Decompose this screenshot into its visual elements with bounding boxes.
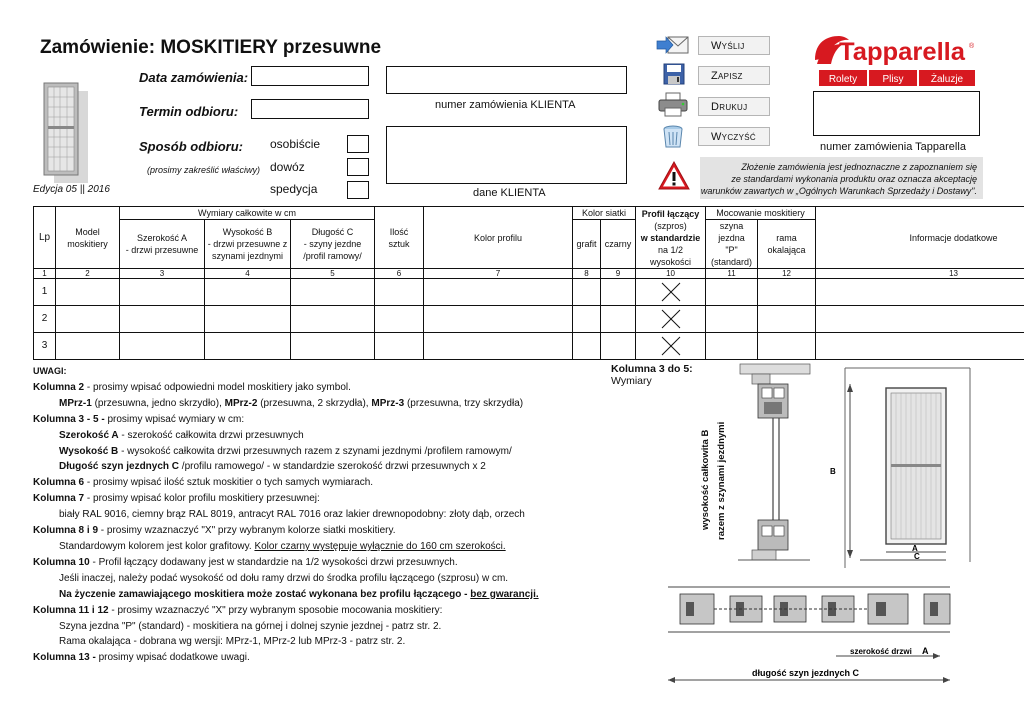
row-number: 3: [34, 333, 56, 360]
cell-model[interactable]: [56, 306, 120, 333]
column-number: 13: [816, 269, 1024, 279]
print-button[interactable]: Drukuj: [698, 97, 770, 116]
cell-info[interactable]: [816, 333, 1024, 360]
header-connector: Profil łączący (szpros) w standardzie na 1/2 wysokości: [636, 207, 706, 269]
row-number: 2: [34, 306, 56, 333]
cell-connector[interactable]: [636, 333, 706, 360]
header-height: Wysokość B - drzwi przesuwne z szynami jezdnymi: [205, 220, 291, 269]
pickup-hint: (prosimy zakreślić właściwy): [147, 165, 261, 175]
terms-notice: [700, 157, 983, 199]
pickup-method-label: Sposób odbioru:: [139, 139, 243, 154]
logo-brand-text: Tapparella: [839, 38, 967, 66]
option-shipping-label: spedycja: [270, 182, 318, 196]
mail-icon[interactable]: [656, 33, 690, 59]
header-length: Długość C - szyny jezdne /profil ramowy/: [291, 220, 375, 269]
note-line: Rama okalająca - dobrana wg wersji: MPrz-1, MPrz-2 lub MPrz-3 - patrz str. 2.: [59, 636, 406, 648]
x-mark-icon: [656, 308, 686, 330]
header-width: Szerokość A - drzwi przesuwne: [120, 220, 205, 269]
table-row: [34, 333, 1024, 360]
pickup-term-label: Termin odbioru:: [139, 104, 239, 119]
tapparella-order-number-field[interactable]: [813, 91, 980, 136]
cell-mount-rail[interactable]: [706, 333, 758, 360]
note-line: Kolumna 2 - prosimy wpisać odpowiedni model moskitiery jako symbol.: [33, 381, 351, 393]
cell-mesh-black[interactable]: [601, 306, 636, 333]
cell-width[interactable]: [120, 279, 205, 306]
cell-width[interactable]: [120, 306, 205, 333]
header-model: Model moskitiery: [56, 207, 120, 269]
option-delivery-label: dowóz: [270, 160, 305, 174]
cell-height[interactable]: [205, 279, 291, 306]
option-personal-label: osobiście: [270, 137, 321, 151]
client-data-field[interactable]: [386, 126, 627, 184]
terms-notice-line: warunków zawartych w „Ogólnych Warunkach Sprzedaży i Dostawy".: [700, 186, 977, 196]
column-number: 10: [636, 269, 706, 279]
printer-icon[interactable]: [656, 91, 690, 117]
bottom-rail-profile: [752, 520, 788, 560]
pickup-term-field[interactable]: [251, 99, 369, 119]
column-number: 7: [424, 269, 573, 279]
edition-label: Edycja 05 || 2016: [33, 184, 110, 195]
page-title: Zamówienie: MOSKITIERY przesuwne: [40, 37, 382, 58]
cell-profile-color[interactable]: [424, 279, 573, 306]
figure-title: Kolumna 3 do 5: Wymiary: [611, 363, 693, 387]
cell-info[interactable]: [816, 279, 1024, 306]
trash-icon[interactable]: [656, 124, 690, 150]
cell-mount-frame[interactable]: [758, 333, 816, 360]
note-line: MPrz-1 (przesuwna, jedno skrzydło), MPrz-2 (przesuwna, 2 skrzydła), MPrz-3 (przesuwna, trzy skrzydła): [59, 397, 524, 409]
rail-length-label: długość szyn jezdnych C: [752, 668, 860, 678]
client-data-caption: dane KLIENTA: [473, 187, 546, 199]
cell-profile-color[interactable]: [424, 333, 573, 360]
client-order-number-caption: numer zamówienia KLIENTA: [435, 99, 576, 111]
cell-mount-frame[interactable]: [758, 306, 816, 333]
label-b: B: [830, 467, 836, 476]
note-line: Szerokość A - szerokość całkowita drzwi przesuwnych: [59, 429, 304, 441]
width-label: szerokość drzwi: [850, 647, 912, 656]
column-number-row: [34, 269, 1024, 279]
header-mesh-black: czarny: [601, 220, 636, 269]
height-label-1: wysokość całkowita B: [700, 429, 711, 530]
clear-button[interactable]: Wyczyść: [698, 127, 770, 146]
note-line: Standardowym kolorem jest kolor grafitowy. Kolor czarny występuje wyłącznie do 160 cm szerokości.: [59, 540, 506, 552]
logo-tag-rolety: Rolety: [828, 74, 858, 85]
height-label-2: razem z szynami jezdnymi: [716, 421, 727, 540]
label-a: A: [912, 544, 918, 553]
cell-mesh-graphite[interactable]: [573, 333, 601, 360]
cell-mount-rail[interactable]: [706, 306, 758, 333]
terms-notice-line: Złożenie zamówienia jest jednoznaczne z zapoznaniem się: [741, 162, 977, 172]
cell-mesh-black[interactable]: [601, 279, 636, 306]
cell-connector[interactable]: [636, 279, 706, 306]
note-line: Kolumna 13 - prosimy wpisać dodatkowe uwagi.: [33, 652, 250, 664]
column-number: 1: [34, 269, 56, 279]
cell-width[interactable]: [120, 333, 205, 360]
option-shipping-checkbox[interactable]: [347, 181, 369, 199]
header-quantity: Ilość sztuk: [375, 207, 424, 269]
tapparella-order-number-caption: numer zamówienia Tapparella: [820, 141, 966, 153]
send-button[interactable]: Wyślij: [698, 36, 770, 55]
logo-tag-zaluzje: Żaluzje: [930, 74, 964, 85]
column-number: 5: [291, 269, 375, 279]
x-mark-icon: [656, 335, 686, 357]
dimension-diagram: [640, 362, 1024, 725]
cell-mesh-black[interactable]: [601, 333, 636, 360]
cell-connector[interactable]: [636, 306, 706, 333]
order-date-label: Data zamówienia:: [139, 70, 249, 85]
x-mark-icon: [656, 281, 686, 303]
cell-model[interactable]: [56, 279, 120, 306]
header-info: Informacje dodatkowe: [816, 207, 1024, 269]
column-number: 3: [120, 269, 205, 279]
logo-tag-plisy: Plisy: [882, 74, 904, 85]
note-line: biały RAL 9016, ciemny brąz RAL 8019, antracyt RAL 7016 oraz lakier drewnopodobny: złoty dąb, orzech: [59, 509, 525, 521]
cell-length[interactable]: [291, 306, 375, 333]
cell-length[interactable]: [291, 333, 375, 360]
tapparella-logo: [813, 30, 979, 88]
cell-mesh-graphite[interactable]: [573, 306, 601, 333]
cell-model[interactable]: [56, 333, 120, 360]
note-line: Kolumna 11 i 12 - prosimy wzaznaczyć "X" przy wybranym sposobie mocowania moskitiery:: [33, 604, 443, 616]
notes-section: [33, 364, 593, 666]
column-number: 12: [758, 269, 816, 279]
column-number: 9: [601, 269, 636, 279]
table-row: [34, 306, 1024, 333]
note-line: Długość szyn jezdnych C /profilu ramowego/ - w standardzie szerokość drzwi przesuwnych x 2: [59, 461, 486, 473]
cell-mount-frame[interactable]: [758, 279, 816, 306]
header-mount-rail: szyna jezdna "P" (standard): [706, 220, 758, 269]
column-number: 11: [706, 269, 758, 279]
option-delivery-checkbox[interactable]: [347, 158, 369, 176]
width-label-a: A: [922, 646, 929, 656]
cell-mesh-graphite[interactable]: [573, 279, 601, 306]
cell-info[interactable]: [816, 306, 1024, 333]
notes-heading: UWAGI:: [33, 366, 67, 376]
order-table: [33, 206, 1024, 360]
header-mesh-color: Kolor siatki: [573, 207, 636, 220]
cell-quantity[interactable]: [375, 333, 424, 360]
note-line: Szyna jezdna "P" (standard) - moskitiera na górnej i dolnej szynie jezdnej - patrz str. 2.: [59, 620, 442, 632]
header-mounting: Mocowanie moskitiery: [706, 207, 816, 220]
cell-mount-rail[interactable]: [706, 279, 758, 306]
option-personal-checkbox[interactable]: [347, 135, 369, 153]
note-line: Kolumna 10 - Profil łączący dodawany jest w standardzie na 1/2 wysokości drzwi przesuwnych.: [33, 556, 458, 568]
column-number: 4: [205, 269, 291, 279]
cell-quantity[interactable]: [375, 279, 424, 306]
note-line: Kolumna 8 i 9 - prosimy wzaznaczyć "X" przy wybranym kolorze siatki moskitiery.: [33, 525, 396, 537]
save-icon[interactable]: [656, 61, 690, 87]
note-line: Kolumna 6 - prosimy wpisać ilość sztuk moskitier o tych samych wymiarach.: [33, 477, 374, 489]
header-mesh-graphite: grafit: [573, 220, 601, 269]
client-order-number-field[interactable]: [386, 66, 627, 94]
cell-height[interactable]: [205, 333, 291, 360]
cell-length[interactable]: [291, 279, 375, 306]
window-illustration: [40, 77, 90, 185]
column-number: 2: [56, 269, 120, 279]
label-c: C: [914, 552, 920, 561]
note-line: Kolumna 7 - prosimy wpisać kolor profilu moskitiery przesuwnej:: [33, 493, 320, 505]
note-line: Jeśli inaczej, należy podać wysokość od dołu ramy drzwi do środka profilu łączącego (szprosu) w cm.: [59, 572, 509, 584]
cell-height[interactable]: [205, 306, 291, 333]
header-profile-color: Kolor profilu: [424, 207, 573, 269]
header-lp: Lp: [34, 207, 56, 269]
header-mount-frame: rama okalająca: [758, 220, 816, 269]
top-rail-profile: [758, 384, 788, 418]
row-number: 1: [34, 279, 56, 306]
note-line: Kolumna 3 - 5 - prosimy wpisać wymiary w cm:: [33, 413, 245, 425]
column-number: 6: [375, 269, 424, 279]
warning-icon: [658, 161, 690, 191]
table-row: [34, 279, 1024, 306]
column-number: 8: [573, 269, 601, 279]
cell-quantity[interactable]: [375, 306, 424, 333]
note-line: Wysokość B - wysokość całkowita drzwi przesuwnych razem z szynami jezdnymi /profilem ramowym/: [59, 445, 512, 457]
save-button[interactable]: Zapisz: [698, 66, 770, 85]
svg-text:®: ®: [969, 43, 975, 50]
order-date-field[interactable]: [251, 66, 369, 86]
note-line: Na życzenie zamawiającego moskitiera może zostać wykonana bez profilu łączącego - bez gwarancji.: [59, 588, 539, 600]
terms-notice-line: ze standardami wykonania produktu oraz oznacza akceptację: [731, 174, 977, 184]
header-dimensions: Wymiary całkowite w cm: [120, 207, 375, 220]
cell-profile-color[interactable]: [424, 306, 573, 333]
